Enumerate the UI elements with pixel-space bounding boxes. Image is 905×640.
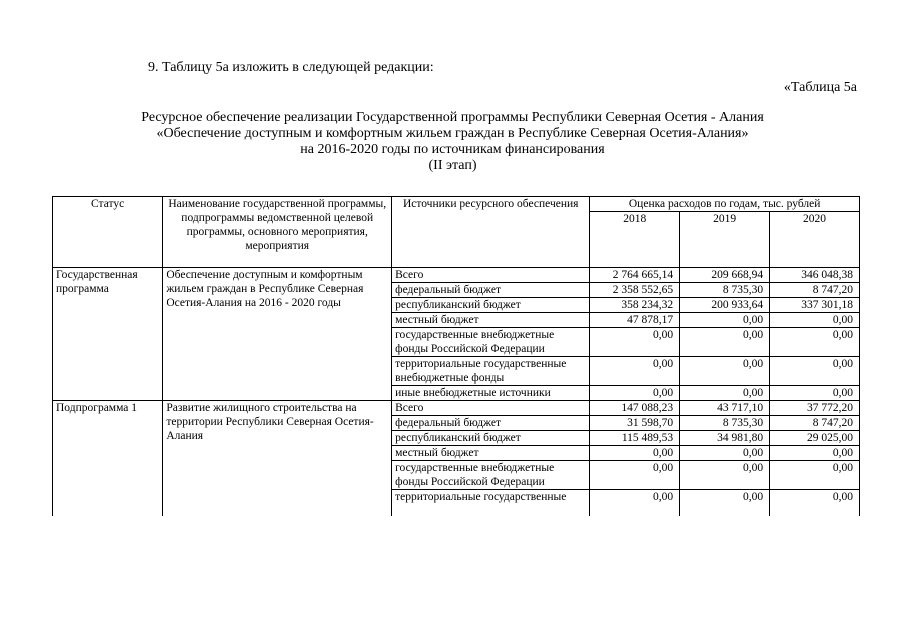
value-2020: 0,00	[770, 357, 860, 386]
value-2018: 147 088,23	[590, 401, 680, 416]
table-heading	[0, 110, 905, 174]
row-source: федеральный бюджет	[392, 416, 590, 431]
value-2018: 2 764 665,14	[590, 268, 680, 283]
row-source: иные внебюджетные источники	[392, 386, 590, 401]
value-2020: 8 747,20	[770, 283, 860, 298]
row-source: местный бюджет	[392, 446, 590, 461]
value-2019: 8 735,30	[680, 416, 770, 431]
heading-line-2: «Обеспечение доступным и комфортным жильем граждан в Республике Северная Осетия-Алания»	[156, 126, 749, 141]
row-source: местный бюджет	[392, 313, 590, 328]
table-label: «Таблица 5а	[783, 80, 857, 95]
value-2020: 346 048,38	[770, 268, 860, 283]
table-row	[53, 268, 860, 283]
value-2020: 0,00	[770, 490, 860, 517]
value-2018: 2 358 552,65	[590, 283, 680, 298]
value-2018: 0,00	[590, 446, 680, 461]
row-source: государственные внебюджетные фонды Российской Федерации	[392, 461, 590, 490]
value-2019: 0,00	[680, 313, 770, 328]
value-2020: 0,00	[770, 386, 860, 401]
value-2020: 8 747,20	[770, 416, 860, 431]
value-2020: 37 772,20	[770, 401, 860, 416]
heading-line-4: (II этап)	[428, 158, 477, 173]
header-year-2019: 2019	[680, 212, 770, 268]
header-estimate: Оценка расходов по годам, тыс. рублей	[590, 197, 860, 212]
header-source: Источники ресурсного обеспечения	[392, 197, 590, 268]
row-source: республиканский бюджет	[392, 298, 590, 313]
row-source: территориальные государственные	[392, 490, 590, 517]
value-2019: 0,00	[680, 490, 770, 517]
value-2019: 200 933,64	[680, 298, 770, 313]
value-2019: 0,00	[680, 386, 770, 401]
row-source: государственные внебюджетные фонды Российской Федерации	[392, 328, 590, 357]
heading-line-3: на 2016-2020 годы по источникам финансирования	[300, 142, 605, 157]
header-row	[53, 197, 860, 212]
value-2018: 0,00	[590, 490, 680, 517]
value-2019: 0,00	[680, 446, 770, 461]
row-program-name: Обеспечение доступным и комфортным жильем граждан в Республике Северная Осетия-Алания на 2016 - 2020 годы	[163, 268, 392, 401]
value-2020: 0,00	[770, 328, 860, 357]
value-2018: 31 598,70	[590, 416, 680, 431]
row-source: республиканский бюджет	[392, 431, 590, 446]
row-status: Подпрограмма 1	[53, 401, 163, 517]
heading-line-1: Ресурсное обеспечение реализации Государственной программы Республики Северная Осетия - Алания	[141, 110, 764, 125]
header-year-2020: 2020	[770, 212, 860, 268]
value-2018: 0,00	[590, 357, 680, 386]
value-2020: 29 025,00	[770, 431, 860, 446]
value-2020: 0,00	[770, 446, 860, 461]
intro-text: 9. Таблицу 5а изложить в следующей редакции:	[148, 60, 434, 75]
row-source: территориальные государственные внебюджетные фонды	[392, 357, 590, 386]
row-source: федеральный бюджет	[392, 283, 590, 298]
value-2018: 358 234,32	[590, 298, 680, 313]
value-2020: 0,00	[770, 313, 860, 328]
table-row	[53, 401, 860, 416]
value-2019: 0,00	[680, 461, 770, 490]
value-2019: 0,00	[680, 328, 770, 357]
row-status: Государственная программа	[53, 268, 163, 401]
value-2018: 0,00	[590, 386, 680, 401]
row-source: Всего	[392, 401, 590, 416]
value-2018: 47 878,17	[590, 313, 680, 328]
header-name: Наименование государственной программы, подпрограммы ведомственной целевой программы, основного мероприятия, мероприятия	[163, 197, 392, 268]
value-2019: 209 668,94	[680, 268, 770, 283]
resource-table	[52, 196, 860, 516]
value-2019: 8 735,30	[680, 283, 770, 298]
value-2020: 0,00	[770, 461, 860, 490]
row-source: Всего	[392, 268, 590, 283]
value-2019: 43 717,10	[680, 401, 770, 416]
header-status: Статус	[53, 197, 163, 268]
value-2019: 0,00	[680, 357, 770, 386]
value-2018: 115 489,53	[590, 431, 680, 446]
value-2019: 34 981,80	[680, 431, 770, 446]
value-2018: 0,00	[590, 461, 680, 490]
header-year-2018: 2018	[590, 212, 680, 268]
value-2020: 337 301,18	[770, 298, 860, 313]
row-program-name: Развитие жилищного строительства на территории Республики Северная Осетия-Алания	[163, 401, 392, 517]
value-2018: 0,00	[590, 328, 680, 357]
